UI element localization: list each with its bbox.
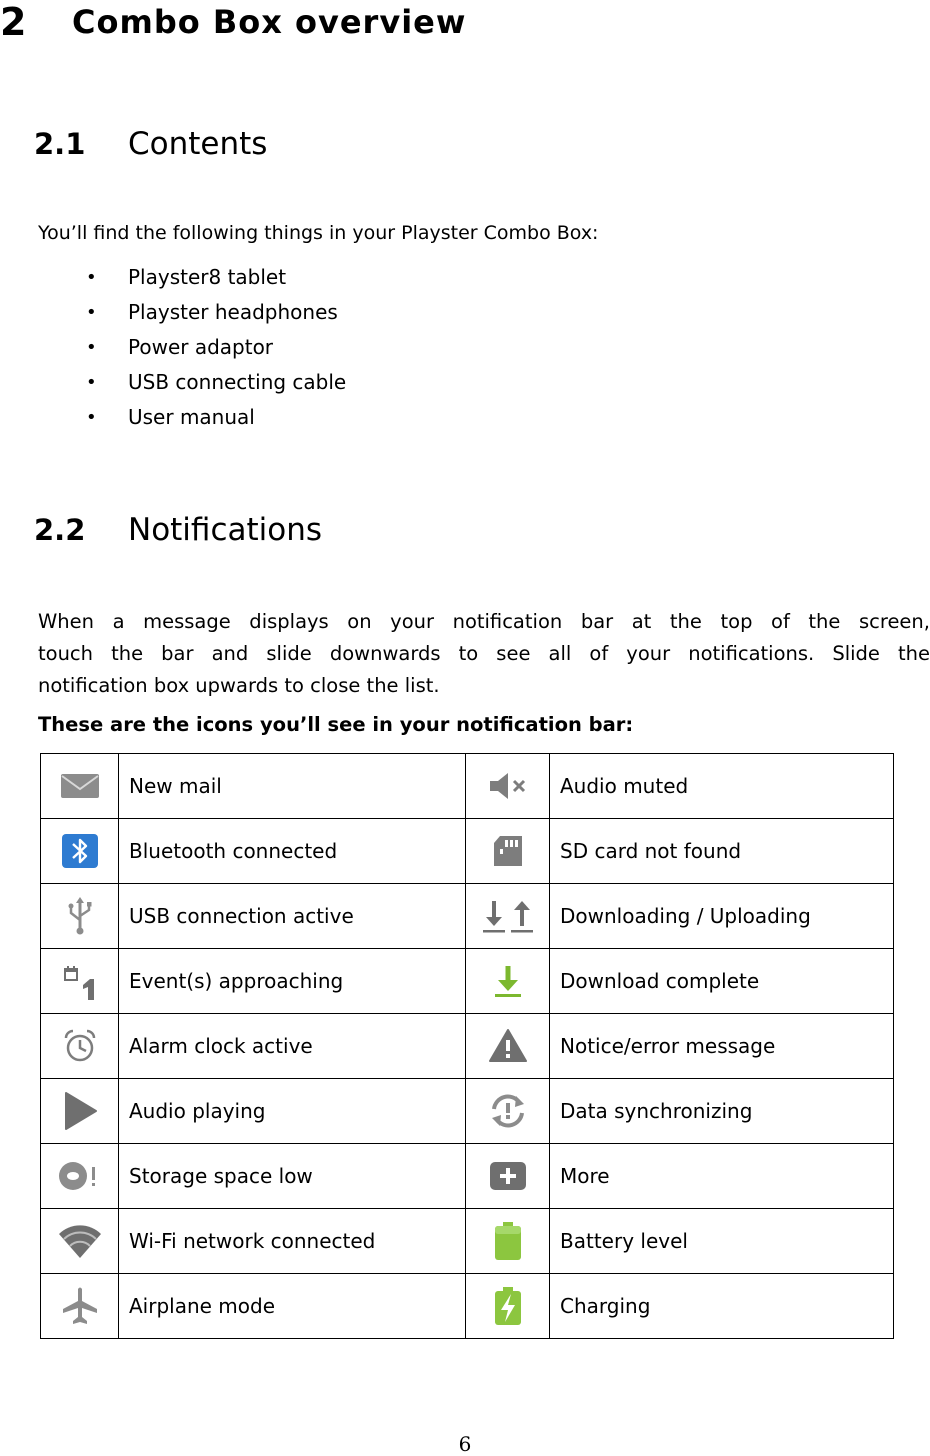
icon-cell xyxy=(466,1014,550,1079)
icon-cell xyxy=(41,949,119,1014)
table-row xyxy=(41,1209,894,1274)
page-number: 6 xyxy=(458,1432,472,1456)
icon-label: Battery level xyxy=(550,1209,894,1274)
notifications-title: Notifications xyxy=(128,512,323,548)
icon-cell xyxy=(466,754,550,819)
icon-cell xyxy=(466,1209,550,1274)
icon-label: Audio playing xyxy=(119,1079,466,1144)
audio-muted-icon xyxy=(486,769,530,803)
table-row xyxy=(41,754,894,819)
icon-cell xyxy=(466,819,550,884)
contents-list xyxy=(0,260,346,435)
list-item: • Power adaptor xyxy=(0,330,346,365)
sync-icon xyxy=(488,1093,528,1129)
icon-label: Wi-Fi network connected xyxy=(119,1209,466,1274)
warning-icon xyxy=(488,1028,528,1064)
chapter-number: 2 xyxy=(0,0,27,44)
icon-label: More xyxy=(550,1144,894,1209)
icon-label: New mail xyxy=(119,754,466,819)
storage-low-icon xyxy=(56,1158,104,1194)
paragraph-line: When a message displays on your notification bar at the top of the screen, xyxy=(38,610,930,633)
icon-label: Notice/error message xyxy=(550,1014,894,1079)
icon-cell xyxy=(41,1274,119,1339)
contents-number: 2.1 xyxy=(34,127,86,161)
icon-label: SD card not found xyxy=(550,819,894,884)
icon-cell xyxy=(41,1014,119,1079)
icon-label: Bluetooth connected xyxy=(119,819,466,884)
icon-label: Event(s) approaching xyxy=(119,949,466,1014)
icon-label: Storage space low xyxy=(119,1144,466,1209)
icon-label: Audio muted xyxy=(550,754,894,819)
contents-title: Contents xyxy=(128,126,268,162)
table-row xyxy=(41,949,894,1014)
table-row xyxy=(41,819,894,884)
icons-heading: These are the icons you’ll see in your notification bar: xyxy=(38,713,634,736)
list-item: • User manual xyxy=(0,400,346,435)
icon-label: Airplane mode xyxy=(119,1274,466,1339)
notification-icons-table xyxy=(40,753,894,1339)
airplane-icon xyxy=(60,1286,100,1326)
paragraph-line: touch the bar and slide downwards to see all of your notifications. Slide the xyxy=(38,642,930,665)
mail-icon xyxy=(60,771,100,801)
icon-label: USB connection active xyxy=(119,884,466,949)
table-row xyxy=(41,1274,894,1339)
list-item: • Playster headphones xyxy=(0,295,346,330)
table-row xyxy=(41,1014,894,1079)
battery-icon xyxy=(493,1221,523,1261)
table-row xyxy=(41,884,894,949)
sd-card-icon xyxy=(492,834,524,868)
list-item: • Playster8 tablet xyxy=(0,260,346,295)
paragraph-line: notification box upwards to close the list. xyxy=(38,674,440,697)
table-row xyxy=(41,1079,894,1144)
calendar-event-icon xyxy=(60,961,100,1001)
contents-intro: You’ll find the following things in your Playster Combo Box: xyxy=(38,222,599,244)
icon-cell xyxy=(41,1209,119,1274)
icon-label: Data synchronizing xyxy=(550,1079,894,1144)
chapter-title: Combo Box overview xyxy=(72,3,467,41)
more-icon xyxy=(489,1160,527,1192)
icon-cell xyxy=(466,1079,550,1144)
icon-cell xyxy=(41,884,119,949)
icon-label: Charging xyxy=(550,1274,894,1339)
icon-label: Download complete xyxy=(550,949,894,1014)
bluetooth-icon xyxy=(61,833,99,869)
usb-icon xyxy=(65,896,95,936)
icon-cell xyxy=(41,754,119,819)
notifications-paragraph xyxy=(38,606,930,702)
charging-icon xyxy=(493,1286,523,1326)
contents-heading xyxy=(34,116,267,172)
notifications-heading xyxy=(34,502,322,558)
table-row xyxy=(41,1144,894,1209)
list-item: • USB connecting cable xyxy=(0,365,346,400)
download-complete-icon xyxy=(491,963,525,999)
icon-cell xyxy=(41,1079,119,1144)
icon-cell xyxy=(466,1274,550,1339)
icon-label: Downloading / Uploading xyxy=(550,884,894,949)
icon-cell xyxy=(466,1144,550,1209)
icon-cell xyxy=(466,949,550,1014)
icon-cell xyxy=(41,1144,119,1209)
chapter-heading xyxy=(0,0,466,50)
icon-cell xyxy=(41,819,119,884)
icon-cell xyxy=(466,884,550,949)
wifi-icon xyxy=(57,1222,103,1260)
notifications-number: 2.2 xyxy=(34,513,86,547)
play-icon xyxy=(60,1091,100,1131)
icon-label: Alarm clock active xyxy=(119,1014,466,1079)
alarm-clock-icon xyxy=(62,1028,98,1064)
download-upload-icon xyxy=(480,897,536,935)
